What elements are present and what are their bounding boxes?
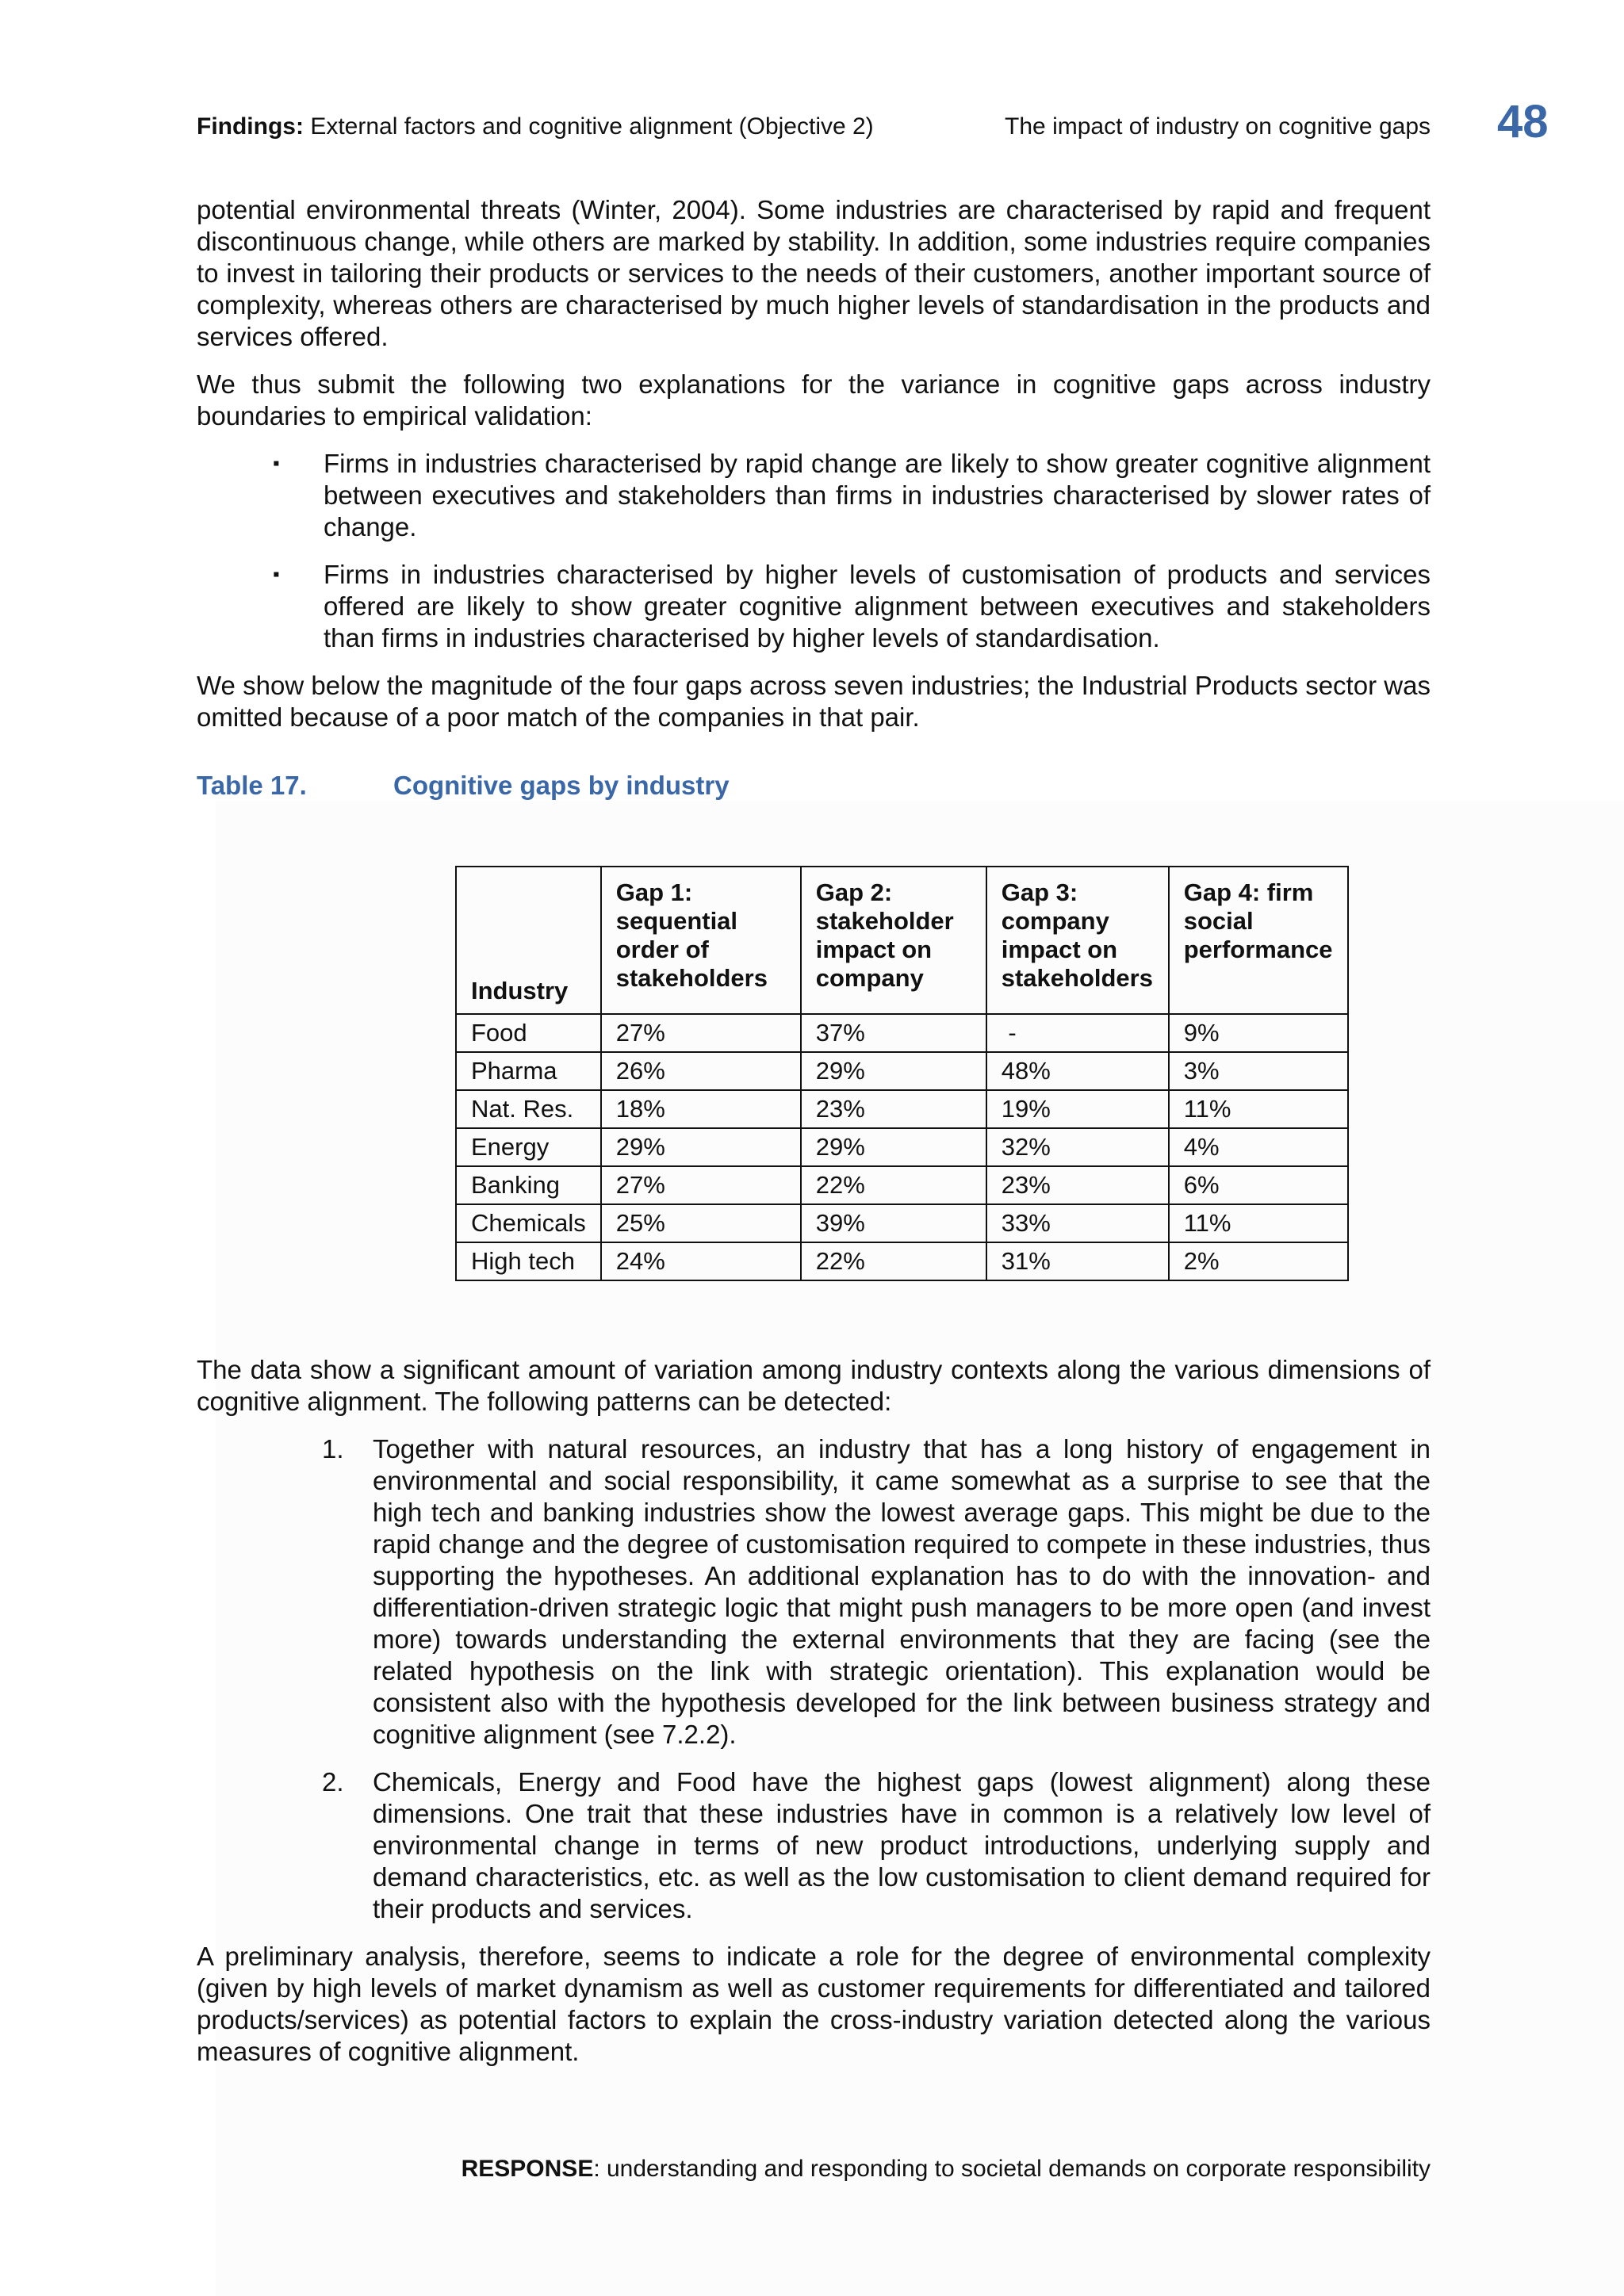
- cell-gap-3: 33%: [986, 1204, 1169, 1242]
- cell-gap-2: 23%: [801, 1090, 986, 1128]
- cell-gap-4: 11%: [1169, 1090, 1348, 1128]
- bullet-text: Firms in industries characterised by higher levels of customisation of products and services offered are likely to show greater cognitive alignment between executives and stakeholders than firms in industries characterised by higher levels of standardisation.: [324, 560, 1431, 652]
- cell-gap-4: 11%: [1169, 1204, 1348, 1242]
- bullet-icon: ▪: [273, 564, 280, 585]
- header-topic: The impact of industry on cognitive gaps: [1005, 113, 1431, 140]
- intro-paragraph-3: We show below the magnitude of the four gaps across seven industries; the Industrial Products sector was omitted because of a poor match of the companies in that pair.: [197, 671, 1431, 732]
- cell-gap-3: 32%: [986, 1128, 1169, 1166]
- cell-gap-4: 4%: [1169, 1128, 1348, 1166]
- cell-industry: Nat. Res.: [456, 1090, 601, 1128]
- intro-section: [197, 194, 1431, 749]
- cell-gap-1: 26%: [601, 1052, 801, 1090]
- cell-gap-1: 29%: [601, 1128, 801, 1166]
- list-number: 1.: [322, 1434, 344, 1464]
- discussion-section: [197, 1354, 1431, 2084]
- patterns-list: [197, 1433, 1431, 1925]
- header-gap-4: Gap 4: firm social performance: [1169, 867, 1348, 1014]
- list-text: Together with natural resources, an industry that has a long history of engagement in environmental and social responsibility, it came somewhat as a surprise to see that the high tech and banking industries show the lowest average gaps. This might be due to the rapid change and the degree of customisation required to compete in these industries, thus supporting the hypotheses. An additional explanation has to do with the innovation- and differentiation-driven strategic logic that might push managers to be more open (and invest more) towards understanding the external environments that they are facing (see the related hypothesis on the link with strategic orientation). This explanation would be consistent also with the hypothesis developed for the link between business strategy and cognitive alignment (see 7.2.2).: [373, 1434, 1431, 1749]
- discussion-paragraph-1: The data show a significant amount of variation among industry contexts along the various dimensions of cognitive alignment. The following patterns can be detected:: [197, 1355, 1431, 1416]
- intro-paragraph-1: potential environmental threats (Winter, 2004). Some industries are characterised by rapid and frequent discontinuous change, while others are marked by stability. In addition, some industries require companies to invest in tailoring their products or services to the needs of their customers, another important source of complexity, whereas others are characterised by much higher levels of standardisation in the products and services offered.: [197, 195, 1431, 351]
- cell-gap-2: 22%: [801, 1166, 986, 1204]
- cell-industry: Banking: [456, 1166, 601, 1204]
- table-header-row: [456, 867, 1348, 1014]
- header-section: [197, 111, 874, 143]
- cell-gap-1: 27%: [601, 1014, 801, 1052]
- discussion-paragraph-2: A preliminary analysis, therefore, seems to indicate a role for the degree of environmental complexity (given by high levels of market dynamism as well as customer requirements for differentiated and tailored products/services) as potential factors to explain the cross-industry variation detected along the various measures of cognitive alignment.: [197, 1942, 1431, 2066]
- header-industry: Industry: [456, 867, 601, 1014]
- cell-gap-1: 27%: [601, 1166, 801, 1204]
- cell-industry: Pharma: [456, 1052, 601, 1090]
- table-row: [456, 1128, 1348, 1166]
- cell-gap-3: 31%: [986, 1242, 1169, 1280]
- header-section-title: External factors and cognitive alignment (Objective 2): [310, 113, 874, 140]
- cell-gap-2: 39%: [801, 1204, 986, 1242]
- list-number: 2.: [322, 1767, 344, 1797]
- cell-gap-1: 24%: [601, 1242, 801, 1280]
- cell-gap-4: 6%: [1169, 1166, 1348, 1204]
- list-item: [197, 1766, 1431, 1925]
- table-row: [456, 1242, 1348, 1280]
- page-footer: [197, 2153, 1431, 2185]
- list-item: [197, 1433, 1431, 1751]
- cognitive-gaps-table: [455, 866, 1349, 1281]
- cell-gap-3: 23%: [986, 1166, 1169, 1204]
- footer-tagline: : understanding and responding to societal demands on corporate responsibility: [593, 2156, 1431, 2182]
- footer-brand: RESPONSE: [461, 2156, 594, 2182]
- table-row: [456, 1052, 1348, 1090]
- cell-gap-3: 19%: [986, 1090, 1169, 1128]
- cell-industry: Food: [456, 1014, 601, 1052]
- cell-gap-2: 29%: [801, 1052, 986, 1090]
- page-number: 48: [1497, 96, 1549, 147]
- cell-gap-2: 22%: [801, 1242, 986, 1280]
- list-item: [197, 448, 1431, 543]
- table-caption-title: Cognitive gaps by industry: [393, 771, 730, 800]
- table-row: [456, 1090, 1348, 1128]
- header-section-label: Findings:: [197, 113, 304, 140]
- list-item: [197, 559, 1431, 654]
- cell-industry: Chemicals: [456, 1204, 601, 1242]
- cell-gap-3: 48%: [986, 1052, 1169, 1090]
- cell-industry: High tech: [456, 1242, 601, 1280]
- cell-gap-2: 37%: [801, 1014, 986, 1052]
- bullet-icon: ▪: [273, 453, 280, 474]
- cell-gap-4: 3%: [1169, 1052, 1348, 1090]
- bullet-text: Firms in industries characterised by rapid change are likely to show greater cognitive alignment between executives and stakeholders than firms in industries characterised by slower rates of change.: [324, 449, 1431, 541]
- intro-paragraph-2: We thus submit the following two explanations for the variance in cognitive gaps across industry boundaries to empirical validation:: [197, 369, 1431, 430]
- table-row: [456, 1204, 1348, 1242]
- cell-gap-2: 29%: [801, 1128, 986, 1166]
- cell-gap-1: 25%: [601, 1204, 801, 1242]
- header-gap-2: Gap 2: stakeholder impact on company: [801, 867, 986, 1014]
- cell-industry: Energy: [456, 1128, 601, 1166]
- table-row: [456, 1014, 1348, 1052]
- table-row: [456, 1166, 1348, 1204]
- list-text: Chemicals, Energy and Food have the highest gaps (lowest alignment) along these dimensions. One trait that these industries have in common is a relatively low level of environmental change in terms of new product introductions, underlying supply and demand characteristics, etc. as well as the low customisation to client demand required for their products and services.: [373, 1767, 1431, 1923]
- cell-gap-3: -: [986, 1014, 1169, 1052]
- header-gap-1: Gap 1: sequential order of stakeholders: [601, 867, 801, 1014]
- hypotheses-list: [197, 448, 1431, 654]
- cell-gap-1: 18%: [601, 1090, 801, 1128]
- cell-gap-4: 2%: [1169, 1242, 1348, 1280]
- header-gap-3: Gap 3: company impact on stakeholders: [986, 867, 1169, 1014]
- table-caption-number: Table 17.: [197, 771, 307, 800]
- cell-gap-4: 9%: [1169, 1014, 1348, 1052]
